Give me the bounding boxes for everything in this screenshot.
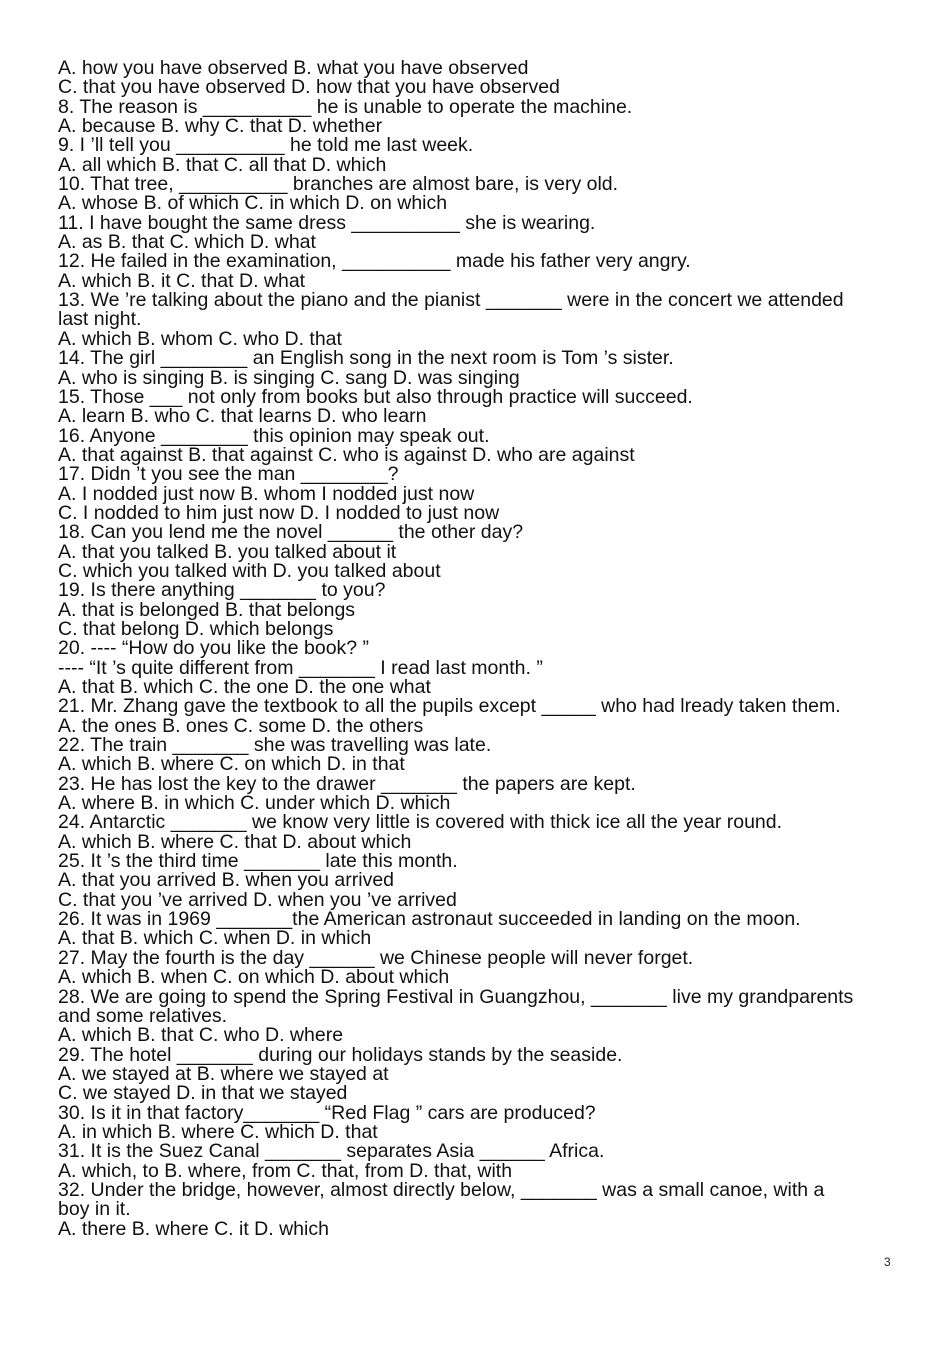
text-line: A. that you talked B. you talked about it [58, 540, 397, 563]
text-line: A. which B. where C. that D. about which [58, 830, 412, 853]
text-line: 23. He has lost the key to the drawer _______ the papers are kept. [58, 772, 636, 795]
text-line: C. we stayed D. in that we stayed [58, 1082, 348, 1105]
text-line: 26. It was in 1969 _______the American astronaut succeeded in landing on the moon. [58, 908, 801, 931]
text-line: 25. It ’s the third time _______ late this month. [58, 850, 458, 873]
text-line: 9. I ’ll tell you __________ he told me last week. [58, 134, 474, 157]
text-line: 11. I have bought the same dress __________ she is wearing. [58, 211, 596, 234]
text-line: A. that B. which C. the one D. the one what [58, 676, 431, 698]
text-line: 24. Antarctic _______ we know very little is covered with thick ice all the year round. [58, 811, 783, 834]
question-text-block [58, 59, 928, 1239]
text-line: ---- “It ’s quite different from _______ I read last month. ” [58, 656, 543, 679]
text-line: A. that you arrived B. when you arrived [58, 869, 395, 892]
text-line: 8. The reason is __________ he is unable to operate the machine. [58, 95, 633, 118]
text-line: C. which you talked with D. you talked about [58, 559, 441, 582]
text-line: 28. We are going to spend the Spring Festival in Guangzhou, _______ live my grandparents [58, 985, 854, 1008]
text-line: and some relatives. [58, 1004, 228, 1027]
text-line: A. which B. it C. that D. what [58, 269, 306, 292]
text-line: C. that you have observed D. how that you have observed [58, 76, 560, 99]
text-line: last night. [58, 308, 142, 331]
text-line: A. in which B. where C. which D. that [58, 1120, 378, 1143]
page-number: 3 [884, 1255, 891, 1269]
text-line: 20. ---- “How do you like the book? ” [58, 637, 370, 660]
text-line: 10. That tree, __________ branches are almost bare, is very old. [58, 173, 619, 196]
text-line: A. that is belonged B. that belongs [58, 598, 356, 621]
text-line: 22. The train _______ she was travelling was late. [58, 734, 492, 757]
text-line: 14. The girl ________ an English song in the next room is Tom ’s sister. [58, 347, 674, 370]
text-line: C. that you ’ve arrived D. when you ’ve arrived [58, 888, 457, 911]
text-line: 30. Is it in that factory_______ “Red Flag ” cars are produced? [58, 1101, 596, 1124]
text-line: 29. The hotel _______ during our holidays stands by the seaside. [58, 1043, 623, 1066]
text-line: A. whose B. of which C. in which D. on which [58, 192, 448, 215]
text-line: 16. Anyone ________ this opinion may speak out. [58, 424, 490, 447]
text-line: A. learn B. who C. that learns D. who learn [58, 405, 427, 428]
text-line: C. that belong D. which belongs [58, 617, 334, 640]
text-line: A. we stayed at B. where we stayed at [58, 1062, 389, 1085]
text-line: A. all which B. that C. all that D. which [58, 153, 387, 176]
text-line: A. there B. where C. it D. which [58, 1217, 329, 1240]
text-line: A. who is singing B. is singing C. sang D. was singing [58, 366, 520, 389]
text-line: 18. Can you lend me the novel ______ the other day? [58, 521, 524, 544]
text-line: 17. Didn ’t you see the man ________? [58, 463, 399, 486]
text-line: boy in it. [58, 1198, 131, 1221]
text-line: C. I nodded to him just now D. I nodded to just now [58, 501, 500, 524]
text-line: A. which B. that C. who D. where [58, 1024, 344, 1047]
text-line: 31. It is the Suez Canal _______ separates Asia ______ Africa. [58, 1140, 605, 1163]
text-line: A. which B. when C. on which D. about which [58, 966, 450, 989]
text-line: 13. We ’re talking about the piano and the pianist _______ were in the concert we attended [58, 289, 844, 312]
text-line: A. as B. that C. which D. what [58, 231, 316, 254]
text-line: A. where B. in which C. under which D. which [58, 792, 451, 815]
text-line: 19. Is there anything _______ to you? [58, 579, 386, 602]
text-line: A. that B. which C. when D. in which [58, 927, 372, 950]
text-line: A. how you have observed B. what you have observed [58, 57, 529, 79]
text-line: 21. Mr. Zhang gave the textbook to all the pupils except _____ who had lready taken them. [58, 695, 841, 718]
text-line: 15. Those ___ not only from books but also through practice will succeed. [58, 385, 693, 408]
text-line: A. which B. whom C. who D. that [58, 327, 342, 350]
text-line: A. the ones B. ones C. some D. the others [58, 714, 424, 737]
text-line: 27. May the fourth is the day ______ we Chinese people will never forget. [58, 946, 694, 969]
text-line: A. I nodded just now B. whom I nodded just now [58, 482, 475, 505]
text-line: A. which, to B. where, from C. that, from D. that, with [58, 1159, 513, 1182]
text-line: A. because B. why C. that D. whether [58, 115, 383, 138]
text-line: 32. Under the bridge, however, almost directly below, _______ was a small canoe, with a [58, 1178, 825, 1201]
text-line: 12. He failed in the examination, __________ made his father very angry. [58, 250, 691, 273]
text-line: A. that against B. that against C. who is against D. who are against [58, 443, 635, 466]
text-line: A. which B. where C. on which D. in that [58, 753, 405, 776]
